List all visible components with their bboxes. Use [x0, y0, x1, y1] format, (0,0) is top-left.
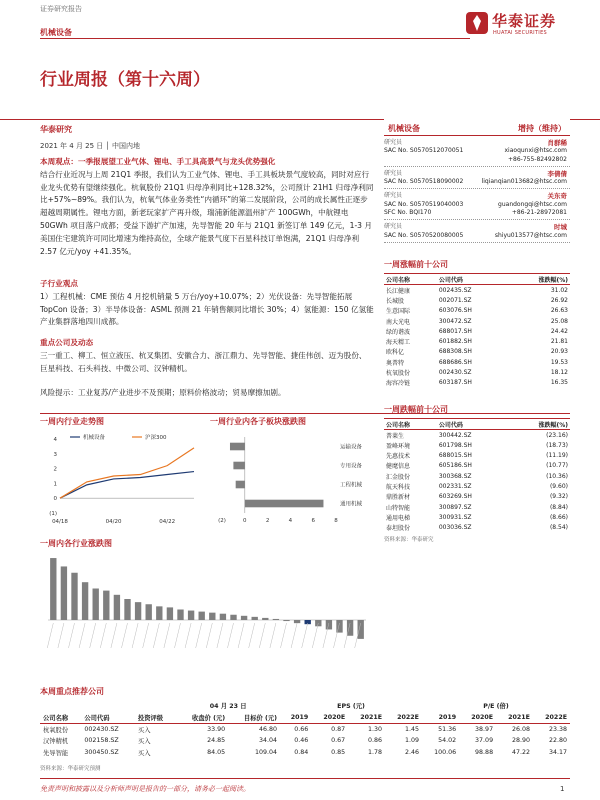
category-label-placeholder: [164, 623, 170, 648]
category-label: 专用设备: [340, 463, 363, 470]
table-cell: 601882.SH: [438, 338, 472, 346]
table-cell: 002158.SZ: [84, 737, 119, 745]
table-header-row: [384, 274, 570, 285]
category-label-placeholder: [196, 623, 202, 648]
table-cell: 002435.SZ: [438, 286, 472, 294]
losers-block: [384, 404, 570, 543]
table-row: [384, 285, 570, 295]
date-header: 04 月 23 日: [209, 703, 247, 711]
category-label-placeholder: [143, 623, 149, 648]
bar: [347, 620, 353, 636]
column-header: 2020E: [311, 712, 348, 724]
table-cell: (9.60): [549, 483, 568, 491]
table-cell: 300442.SZ: [438, 431, 472, 439]
y-tick-label: (1): [49, 511, 57, 517]
companies-body: 三一重工、柳工、恒立液压、杭叉集团、安徽合力、浙江鼎力、先导智能、捷佳伟创、迈为股份、巨星科技、石头科技、中微公司、汉钟精机。: [40, 350, 367, 373]
bar: [209, 613, 215, 620]
y-tick-label: 4: [53, 437, 57, 443]
analyst-sac: SAC No. S0570520080005: [384, 231, 464, 239]
table-cell: 汇金股份: [386, 473, 411, 481]
analyst-card: [384, 220, 570, 243]
table-row: [384, 367, 570, 377]
y-tick-label: 2: [53, 466, 57, 473]
table-cell: 0.86: [368, 737, 383, 745]
column-header: 2022E: [533, 712, 570, 724]
bar: [156, 606, 162, 620]
bar: [294, 620, 300, 623]
x-tick-label: 04/18: [52, 519, 68, 525]
date-line: 2021 年 4 月 25 日 │ 中国内地: [40, 142, 140, 150]
table-cell: 海天精工: [386, 339, 411, 347]
table-cell: 0.66: [294, 725, 309, 733]
table-row: [384, 430, 570, 440]
table-cell: 先惠技术: [386, 453, 411, 461]
table-cell: 603187.SH: [438, 379, 472, 387]
table-cell: 300368.SZ: [438, 472, 472, 480]
table-row: [384, 295, 570, 305]
table-row: [40, 746, 570, 758]
category-label-placeholder: [291, 623, 297, 648]
category-label-placeholder: [47, 623, 53, 648]
table-cell: 南大光电: [386, 318, 411, 326]
table-cell: 47.22: [511, 748, 530, 756]
analyst-role: 研究员: [384, 192, 403, 200]
table-cell: 泰坦股份: [386, 525, 411, 533]
table-cell: 601798.SH: [438, 441, 472, 449]
column-header: 2021E: [496, 712, 533, 724]
category-label-placeholder: [58, 623, 64, 648]
bar: [283, 620, 289, 621]
table-cell: (23.16): [546, 431, 568, 439]
industry-chart-title: 一周内各行业涨跌图: [40, 539, 112, 548]
legend-label: 沪深300: [145, 435, 167, 441]
bar: [220, 614, 226, 620]
table-cell: 0.46: [294, 737, 309, 745]
companies-section: [40, 337, 374, 375]
page-title: 行业周报（第十六周）: [40, 70, 210, 90]
table-row: [40, 735, 570, 747]
analyst-email[interactable]: xiaoqunxi@htsc.com: [504, 147, 567, 155]
trend-chart-title: 一周内行业走势图: [40, 417, 104, 426]
table-cell: 46.80: [259, 725, 278, 733]
column-header: 公司代码: [437, 419, 507, 430]
column-header: 公司代码: [437, 274, 507, 285]
analyst-sac: SAC No. S0570512070051: [384, 147, 464, 155]
bar: [273, 619, 279, 620]
gainers-title: 一周涨幅前十公司: [384, 259, 570, 274]
category-label-placeholder: [259, 623, 265, 648]
category-label-placeholder: [302, 623, 308, 648]
analyst-name: 关东奇: [547, 192, 567, 201]
source-note: 资料来源：华泰研究: [384, 536, 434, 543]
table-cell: 海容冷链: [386, 380, 411, 388]
table-cell: 002071.SZ: [438, 296, 472, 304]
industry-chart-svg: [40, 551, 374, 681]
category-label-placeholder: [185, 623, 191, 648]
bar: [124, 599, 130, 620]
column-header: 涨跌幅(%): [507, 419, 570, 430]
subsector-section: [40, 278, 374, 329]
category-label-placeholder: [249, 623, 255, 648]
table-row: [384, 502, 570, 512]
bar: [336, 620, 342, 633]
table-row: [384, 523, 570, 533]
table-cell: 0.85: [331, 748, 346, 756]
table-cell: 23.38: [548, 725, 567, 733]
losers-table: [384, 419, 570, 533]
analyst-card: [384, 167, 570, 190]
table-cell: 健麾信息: [386, 463, 411, 471]
table-cell: (8.84): [549, 503, 568, 511]
category-label-placeholder: [69, 623, 75, 648]
bar: [262, 618, 268, 620]
x-tick-label: 6: [311, 518, 315, 524]
table-cell: 航天科技: [386, 484, 411, 492]
table-cell: 26.92: [550, 296, 568, 304]
subsector-heading: 子行业观点: [40, 279, 78, 288]
bar: [199, 612, 205, 620]
table-cell: 汉钟精机: [43, 738, 69, 746]
analyst-name: 时城: [554, 223, 567, 232]
eps-header: EPS (元): [337, 703, 365, 711]
table-row: [384, 512, 570, 522]
bar: [146, 604, 152, 620]
table-cell: (18.73): [546, 441, 568, 449]
industry-chart: [40, 538, 374, 685]
table-row: [384, 451, 570, 461]
table-row: [384, 336, 570, 346]
table-cell: 688686.SH: [438, 358, 472, 366]
trend-chart-svg: [40, 429, 200, 529]
analyst-role: 研究员: [384, 139, 403, 146]
table-cell: 603076.SH: [438, 307, 472, 315]
bar: [82, 582, 88, 620]
table-cell: 盈峰环境: [386, 442, 411, 450]
pe-header: P/E (倍): [483, 703, 509, 711]
table-cell: (9.32): [549, 493, 568, 501]
table-cell: 买入: [137, 738, 151, 746]
table-row: [384, 471, 570, 481]
x-tick-label: 8: [334, 518, 338, 524]
table-row: [384, 378, 570, 388]
bar: [61, 566, 67, 620]
risk-text: 风险提示：工业复苏/产业进步不及预期；原料价格波动；贸易摩擦加剧。: [40, 388, 286, 397]
column-header: 2020E: [459, 712, 496, 724]
category-label: 运输设备: [340, 444, 363, 451]
table-cell: 31.02: [550, 286, 568, 294]
column-header: 目标价 (元): [228, 712, 280, 724]
table-cell: 84.05: [207, 748, 226, 756]
analyst-card: [384, 136, 570, 167]
table-cell: 24.42: [550, 327, 568, 335]
table-row: [40, 723, 570, 735]
category-label-placeholder: [206, 623, 212, 648]
divider: [40, 778, 570, 779]
bar: [177, 610, 183, 621]
table-cell: 603269.SH: [438, 493, 472, 501]
column-header: 2022E: [385, 712, 422, 724]
category-label-placeholder: [175, 623, 181, 648]
bar: [167, 607, 173, 620]
column-header: 2019: [422, 712, 459, 724]
logo-subtext: HUATAI SECURITIES: [493, 30, 547, 36]
rating-value: 增持（维持）: [518, 124, 566, 133]
table-cell: 0.67: [331, 737, 346, 745]
table-header-row: [384, 419, 570, 430]
recommend-title: 本周重点推荐公司: [40, 687, 104, 696]
table-cell: 002331.SZ: [438, 483, 472, 491]
table-cell: 002430.SZ: [438, 368, 472, 376]
table-cell: 先导智能: [43, 749, 69, 757]
bar: [50, 558, 56, 620]
meta-block: [40, 124, 374, 151]
table-cell: 688017.SH: [438, 327, 472, 335]
table-cell: 杭氧股份: [43, 726, 69, 734]
table-cell: 1.09: [404, 737, 419, 745]
table-row: [384, 461, 570, 471]
bar: [230, 443, 245, 451]
gainers-table: [384, 274, 570, 388]
table-cell: (10.77): [546, 462, 568, 470]
bar: [71, 573, 77, 620]
recommend-source: 资料来源：华泰研究预测: [40, 766, 101, 772]
category-label: 通用机械: [340, 501, 363, 508]
table-group-header: [40, 700, 570, 712]
table-cell: 34.17: [548, 748, 567, 756]
bar: [114, 595, 120, 620]
table-cell: 28.90: [511, 737, 530, 745]
subsector-chart: [210, 416, 374, 533]
huatai-logo: [466, 10, 586, 42]
table-cell: 002430.SZ: [84, 725, 119, 733]
rating-header: [384, 118, 570, 136]
table-cell: 300450.SZ: [84, 748, 119, 756]
bar: [241, 616, 247, 620]
table-cell: 奥普特: [386, 359, 405, 367]
companies-heading: 重点公司及动态: [40, 338, 94, 347]
category-label-placeholder: [79, 623, 85, 648]
trend-chart: [40, 416, 200, 533]
category-label-placeholder: [122, 623, 128, 648]
table-cell: 0.84: [294, 748, 309, 756]
table-cell: (11.19): [546, 452, 568, 460]
table-row: [384, 481, 570, 491]
table-cell: 买入: [137, 749, 151, 757]
y-tick-label: 0: [53, 496, 57, 503]
table-cell: 300897.SZ: [438, 503, 472, 511]
category-label-placeholder: [100, 623, 106, 648]
table-row: [384, 492, 570, 502]
summary-section: [40, 156, 374, 258]
column-header: 2021E: [348, 712, 385, 724]
analyst-phone: +86-21-28972081: [511, 209, 567, 217]
summary-heading: 本周观点：一季报展望工业气体、锂电、手工具高景气与龙头优势强化: [40, 157, 276, 166]
column-header: 涨跌幅(%): [507, 274, 570, 285]
gainers-block: [384, 259, 570, 388]
table-cell: 买入: [137, 726, 151, 734]
table-cell: 38.97: [475, 725, 494, 733]
table-cell: 109.04: [255, 748, 278, 756]
table-cell: 20.93: [550, 348, 568, 356]
analyst-sac: SAC No. S0570519040003: [384, 200, 464, 208]
table-cell: 003036.SZ: [438, 524, 472, 532]
rating-sector: 机械设备: [388, 124, 420, 133]
table-cell: 长江健康: [386, 287, 411, 295]
category-label-placeholder: [132, 623, 138, 648]
analyst-card: [384, 189, 570, 220]
analyst-panel: [384, 118, 570, 543]
bar: [252, 617, 258, 620]
bar: [103, 591, 109, 620]
sector-label: 机械设备: [40, 28, 72, 37]
analyst-email[interactable]: guandongqi@htsc.com: [498, 200, 567, 208]
table-row: [384, 347, 570, 357]
table-cell: 98.88: [475, 748, 494, 756]
analyst-email[interactable]: liqianqian013682@htsc.com: [481, 178, 567, 186]
table-cell: 22.80: [548, 737, 567, 745]
x-tick-label: 0: [243, 518, 247, 524]
table-row: [384, 306, 570, 316]
bar: [236, 481, 245, 489]
table-cell: 鼎胜新材: [386, 494, 411, 502]
risk-section: [40, 387, 374, 400]
table-row: [384, 316, 570, 326]
bar: [245, 500, 324, 508]
x-tick-label: 4: [288, 518, 293, 524]
table-cell: 18.12: [550, 368, 568, 376]
y-tick-label: 3: [53, 451, 57, 458]
column-header: 2019: [280, 712, 311, 724]
table-cell: (10.36): [546, 472, 568, 480]
x-tick-label: (2): [218, 518, 226, 524]
table-cell: (8.66): [549, 513, 568, 521]
table-cell: 1.45: [404, 725, 419, 733]
analyst-name: 李倩倩: [547, 169, 567, 178]
category-label-placeholder: [281, 623, 287, 648]
bar: [358, 620, 364, 639]
subsector-chart-svg: [210, 429, 374, 529]
recommend-table: [40, 700, 570, 758]
series-line: [60, 448, 194, 498]
table-cell: 通用电梯: [386, 514, 411, 522]
table-cell: 688308.SH: [438, 348, 472, 356]
x-tick-label: 04/22: [159, 519, 176, 525]
table-header-row: [40, 712, 570, 724]
table-cell: 688015.SH: [438, 452, 472, 460]
category-label-placeholder: [153, 623, 159, 648]
column-header: 公司名称: [40, 712, 81, 724]
bar: [230, 615, 236, 620]
logo-mark-icon: [466, 12, 488, 34]
bar: [93, 589, 99, 621]
org-name: 华泰研究: [40, 125, 72, 134]
category-label-placeholder: [270, 623, 276, 648]
table-cell: 300931.SZ: [438, 513, 472, 521]
column-header: 公司代码: [81, 712, 135, 724]
analyst-sac: SAC No. S0570518090002: [384, 178, 464, 186]
table-cell: 34.04: [259, 737, 278, 745]
analyst-sfc: SFC No. BQI170: [384, 209, 432, 217]
subsector-chart-title: 一周行业内各子板块涨跌图: [210, 417, 306, 426]
table-cell: 欧科亿: [386, 349, 405, 357]
table-cell: 26.63: [550, 307, 568, 315]
column-header: 收盘价 (元): [176, 712, 228, 724]
table-cell: 2.46: [404, 748, 419, 756]
bar: [135, 602, 141, 620]
bar: [233, 462, 244, 470]
category-label-placeholder: [90, 623, 96, 648]
table-cell: (8.54): [549, 524, 568, 532]
x-tick-label: 2: [265, 518, 270, 524]
category-label-placeholder: [238, 623, 244, 648]
category-label-placeholder: [217, 623, 223, 648]
table-row: [384, 357, 570, 367]
category-label-placeholder: [228, 623, 234, 648]
analyst-email[interactable]: shiyu013577@htsc.com: [494, 231, 567, 239]
x-tick-label: 04/20: [105, 519, 122, 525]
analyst-phone: +86-755-82492802: [508, 155, 567, 163]
table-cell: 19.53: [550, 358, 568, 366]
column-header: 公司名称: [384, 274, 437, 285]
table-cell: 24.85: [207, 737, 226, 745]
table-cell: 16.35: [550, 379, 568, 387]
table-row: [384, 440, 570, 450]
analyst-name: 肖群稀: [547, 139, 567, 147]
table-cell: 33.90: [207, 725, 226, 733]
analyst-role: 研究员: [384, 223, 403, 231]
disclaimer: 免责声明和披露以及分析师声明是报告的一部分，请务必一起阅读。: [40, 785, 250, 793]
category-label-placeholder: [312, 623, 318, 648]
table-cell: 0.87: [331, 725, 346, 733]
table-cell: 26.08: [511, 725, 530, 733]
table-cell: 杭氧股份: [386, 369, 411, 377]
report-type: 证券研究报告: [40, 5, 82, 13]
table-cell: 长城股: [386, 297, 405, 305]
table-cell: 37.09: [475, 737, 494, 745]
column-header: 投资评级: [135, 712, 176, 724]
legend-label: 机械设备: [83, 435, 106, 441]
category-label-placeholder: [111, 623, 117, 648]
table-cell: 21.81: [550, 338, 568, 346]
table-cell: 51.36: [438, 725, 457, 733]
table-cell: 54.02: [438, 737, 457, 745]
divider: [40, 38, 470, 39]
table-cell: 300472.SZ: [438, 317, 472, 325]
table-cell: 605186.SH: [438, 462, 472, 470]
summary-body: 结合行业近况与上周 21Q1 季报，我们认为工业气体、锂电、手工具板块景气度较高，同时对应行业龙头优势有望继续强化。杭氧股份 21Q1 归母净利同比+128.32%，公司预计 21H1 归母净利同比+57%~89%。我们认为，杭氧气体业务类性“内循环”的第二发展阶段，公司的成长属性正逐步超越周期属性。锂电方面，新老玩家扩产再升级，瑞浦新能源温州扩产 100GWh，中航锂电 50GWh 项目落户成都；受益下游扩产加速，先导智能 20 年与 21Q1 新签订单 149 亿元，1-3 月美国住宅建筑许可同比增速为维持高位，全球产能景气度下百星科技订单饱满，21Q1 归母净利 2.57 亿元/yoy +41.35%。: [40, 169, 374, 256]
logo-text: 华泰证券: [492, 12, 557, 30]
bar: [326, 620, 332, 629]
table-cell: 山特智能: [386, 504, 411, 512]
table-cell: 普莱生: [386, 432, 405, 440]
table-cell: 1.78: [368, 748, 383, 756]
losers-title: 一周跌幅前十公司: [384, 404, 570, 419]
subsector-body: 1）工程机械：CME 预估 4 月挖机销量 5 万台/yoy+10.07%；2）光伏设备：先导智能拓展 TopCon 设备；3）半导体设备：ASML 预测 21 年销售额同比增长 30%；4）氢能源：150 亿氢能产业集群落地四川成都。: [40, 291, 374, 327]
analyst-role: 研究员: [384, 169, 403, 177]
table-cell: 绿的谐波: [386, 328, 411, 336]
table-row: [384, 326, 570, 336]
column-header: 公司名称: [384, 419, 437, 430]
table-cell: 25.08: [550, 317, 568, 325]
table-cell: 1.30: [368, 725, 383, 733]
category-label: 工程机械: [340, 482, 363, 489]
bar: [188, 611, 194, 620]
table-cell: 生意国际: [386, 308, 411, 316]
table-cell: 100.06: [434, 748, 457, 756]
y-tick-label: 1: [53, 481, 57, 488]
page-number: 1: [560, 785, 565, 793]
